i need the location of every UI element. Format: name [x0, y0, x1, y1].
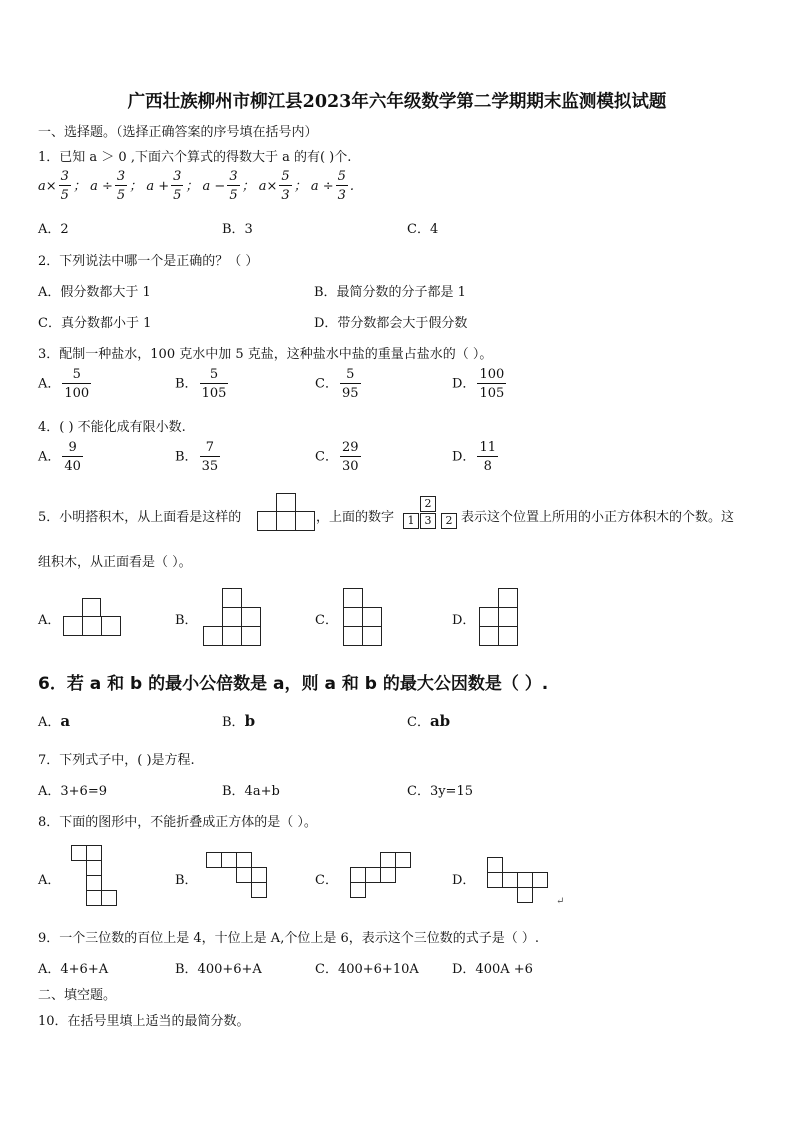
- q4-option-a[interactable]: A． $\frac{9}{40}$: [38, 440, 81, 474]
- q1-option-c[interactable]: C．4: [407, 222, 439, 237]
- net-cell: [517, 887, 533, 903]
- question-5-part4: 组积木，从正面看是（ ）。: [38, 555, 192, 570]
- net-cell: [86, 860, 102, 876]
- top-view-cell: [276, 511, 296, 531]
- front-view-cell: [362, 607, 382, 627]
- q9-option-c[interactable]: C．400+6+10A: [315, 962, 419, 977]
- question-7: 7．下列式子中，( )是方程.: [38, 753, 195, 768]
- q1-expr-4: a − $\frac{3}{5}$ ；: [202, 169, 255, 203]
- q4-option-b[interactable]: B． $\frac{7}{35}$: [175, 440, 219, 474]
- q3-option-a[interactable]: A． $\frac{5}{100}$: [38, 367, 90, 401]
- q3-option-b[interactable]: B． $\frac{5}{105}$: [175, 367, 227, 401]
- net-cell: [502, 872, 518, 888]
- grid-number: 3: [420, 513, 436, 529]
- net-cell: [487, 857, 503, 873]
- net-cell: [71, 845, 87, 861]
- q7-option-b[interactable]: B．4a+b: [222, 784, 280, 799]
- q3-option-c[interactable]: C． $\frac{5}{95}$: [315, 367, 359, 401]
- front-view-cell: [222, 626, 242, 646]
- q5-option-c[interactable]: C．: [315, 613, 338, 628]
- question-5-part3: 表示这个位置上所用的小正方体积木的个数。这: [461, 510, 735, 525]
- section-heading-choice: 一、选择题。（选择正确答案的序号填在括号内）: [38, 125, 318, 140]
- net-cell: [236, 852, 252, 868]
- q1-option-a[interactable]: A．2: [38, 222, 69, 237]
- q8-option-d[interactable]: D．: [452, 873, 476, 888]
- front-view-cell: [241, 607, 261, 627]
- net-cell: [532, 872, 548, 888]
- front-view-cell: [82, 598, 101, 617]
- front-view-cell: [479, 626, 499, 646]
- net-cell: [487, 872, 503, 888]
- front-view-cell: [343, 626, 363, 646]
- front-view-cell: [101, 616, 121, 636]
- net-cell: [251, 882, 267, 898]
- front-view-cell: [222, 588, 242, 608]
- top-view-cell: [295, 511, 315, 531]
- net-cell: [350, 867, 366, 883]
- q1-expr-2: a ÷ $\frac{3}{5}$ ；: [90, 169, 143, 203]
- front-view-cell: [479, 607, 499, 627]
- q1-expressions: [38, 170, 354, 202]
- net-cell: [86, 875, 102, 891]
- front-view-cell: [63, 616, 83, 636]
- page-title: 广西壮族柳州市柳江县2023年六年级数学第二学期期末监测模拟试题: [127, 92, 667, 112]
- q2-option-b[interactable]: B．最简分数的分子都是 1: [314, 285, 466, 300]
- grid-number: 2: [441, 513, 457, 529]
- q1-expr-6: a ÷ $\frac{5}{3}$ .: [310, 169, 355, 203]
- net-cell: [221, 852, 237, 868]
- q1-expr-3: a + $\frac{3}{5}$ ；: [146, 169, 199, 203]
- net-cell: [350, 882, 366, 898]
- q9-option-d[interactable]: D．400A +6: [452, 962, 533, 977]
- net-cell: [380, 867, 396, 883]
- net-cell: [251, 867, 267, 883]
- front-view-cell: [498, 626, 518, 646]
- front-view-cell: [362, 626, 382, 646]
- net-cell: [101, 890, 117, 906]
- q2-option-a[interactable]: A．假分数都大于 1: [38, 285, 151, 300]
- q1-expr-5: a× $\frac{5}{3}$ ；: [258, 169, 307, 203]
- q7-option-c[interactable]: C．3y=15: [407, 784, 473, 799]
- question-6: 6．若 a 和 b 的最小公倍数是 a，则 a 和 b 的最大公因数是（ ）.: [38, 674, 549, 694]
- question-8: 8．下面的图形中，不能折叠成正方体的是（ ）。: [38, 815, 317, 830]
- top-view-cell: [276, 493, 296, 512]
- front-view-cell: [203, 626, 223, 646]
- question-4: 4．( ) 不能化成有限小数.: [38, 420, 186, 435]
- question-9: 9．一个三位数的百位上是 4，十位上是 A,个位上是 6，表示这个三位数的式子是（ ）.: [38, 931, 539, 946]
- q2-option-c[interactable]: C．真分数都小于 1: [38, 316, 152, 331]
- q6-option-b[interactable]: B．b: [222, 712, 256, 730]
- question-5-part1: 5．小明搭积木，从上面看是这样的: [38, 510, 242, 525]
- q9-option-b[interactable]: B．400+6+A: [175, 962, 262, 977]
- q4-option-d[interactable]: D． $\frac{11}{8}$: [452, 440, 496, 474]
- q1-option-b[interactable]: B．3: [222, 222, 253, 237]
- q5-option-b[interactable]: B．: [175, 613, 198, 628]
- front-view-cell: [498, 607, 518, 627]
- q5-option-d[interactable]: D．: [452, 613, 476, 628]
- question-5-part2: ，上面的数字: [316, 510, 395, 525]
- q6-option-a[interactable]: A．a: [38, 712, 71, 730]
- q9-option-a[interactable]: A．4+6+A: [38, 962, 109, 977]
- net-cell: [395, 852, 411, 868]
- grid-number: 1: [403, 513, 419, 529]
- section-heading-fill: 二、填空题。: [38, 988, 117, 1003]
- q1-expr-1: a× $\frac{3}{5}$ ；: [38, 169, 86, 203]
- front-view-cell: [498, 588, 518, 608]
- q3-option-d[interactable]: D． $\frac{100}{105}$: [452, 367, 505, 401]
- net-cell: [365, 867, 381, 883]
- q8-option-a[interactable]: A．: [38, 873, 61, 888]
- q2-option-d[interactable]: D．带分数都会大于假分数: [314, 316, 468, 331]
- question-3: 3．配制一种盐水，100 克水中加 5 克盐，这种盐水中盐的重量占盐水的（ ）。: [38, 347, 493, 362]
- q8-option-b[interactable]: B．: [175, 873, 198, 888]
- question-1: 1．已知 a ＞ 0 ,下面六个算式的得数大于 a 的有( )个.: [38, 150, 352, 165]
- q7-option-a[interactable]: A．3+6=9: [38, 784, 107, 799]
- q8-option-c[interactable]: C．: [315, 873, 338, 888]
- grid-number: 2: [420, 496, 436, 512]
- top-view-cell: [257, 511, 277, 531]
- front-view-cell: [343, 588, 363, 608]
- question-2: 2．下列说法中哪一个是正确的？（ ）: [38, 254, 259, 269]
- question-10: 10．在括号里填上适当的最简分数。: [38, 1014, 250, 1029]
- paragraph-mark: ↵: [556, 896, 565, 907]
- net-cell: [206, 852, 222, 868]
- net-cell: [517, 872, 533, 888]
- q5-option-a[interactable]: A．: [38, 613, 61, 628]
- front-view-cell: [241, 626, 261, 646]
- q4-option-c[interactable]: C． $\frac{29}{30}$: [315, 440, 359, 474]
- front-view-cell: [343, 607, 363, 627]
- front-view-cell: [222, 607, 242, 627]
- net-cell: [86, 890, 102, 906]
- q6-option-c[interactable]: C．ab: [407, 712, 451, 730]
- net-cell: [380, 852, 396, 868]
- front-view-cell: [82, 616, 102, 636]
- net-cell: [236, 867, 252, 883]
- net-cell: [86, 845, 102, 861]
